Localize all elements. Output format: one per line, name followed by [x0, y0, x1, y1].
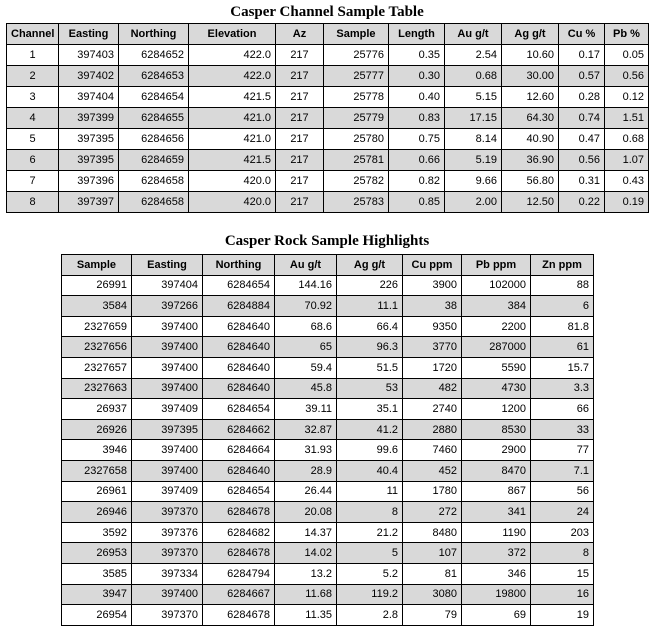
cell-ag-g-t: 99.6	[337, 440, 403, 461]
cell-ag-g-t: 2.8	[337, 605, 403, 626]
cell-easting: 397399	[59, 108, 119, 129]
cell-au-g-t: 70.92	[275, 296, 337, 317]
cell-pb-ppm: 8530	[462, 419, 531, 440]
cell-ag-g-t: 5.2	[337, 563, 403, 584]
cell-length: 0.35	[389, 45, 445, 66]
cell-easting: 397400	[132, 316, 203, 337]
cell-az: 217	[276, 150, 324, 171]
cell-length: 0.40	[389, 87, 445, 108]
cell-elevation: 421.5	[189, 87, 276, 108]
table-row	[62, 337, 594, 358]
column-header-length: Length	[389, 24, 445, 45]
cell-zn-ppm: 61	[531, 337, 594, 358]
cell-northing: 6284654	[203, 399, 275, 420]
rock-table-title: Casper Rock Sample Highlights	[224, 233, 430, 249]
cell-pb-pct: 0.12	[605, 87, 649, 108]
cell-easting: 397397	[59, 192, 119, 213]
cell-easting: 397376	[132, 522, 203, 543]
cell-ag-g-t: 12.50	[502, 192, 559, 213]
cell-pb-ppm: 8470	[462, 460, 531, 481]
cell-ag-g-t: 5	[337, 543, 403, 564]
cell-ag-g-t: 10.60	[502, 45, 559, 66]
cell-pb-ppm: 2900	[462, 440, 531, 461]
channel-table-title: Casper Channel Sample Table	[230, 4, 424, 20]
cell-az: 217	[276, 87, 324, 108]
cell-pb-ppm: 4730	[462, 378, 531, 399]
cell-northing: 6284640	[203, 337, 275, 358]
cell-cu-ppm: 482	[403, 378, 462, 399]
cell-sample: 25777	[324, 66, 389, 87]
cell-northing: 6284682	[203, 522, 275, 543]
cell-cu-pct: 0.31	[559, 171, 605, 192]
cell-au-g-t: 9.66	[445, 171, 502, 192]
cell-az: 217	[276, 192, 324, 213]
cell-cu-ppm: 8480	[403, 522, 462, 543]
cell-cu-pct: 0.17	[559, 45, 605, 66]
cell-elevation: 420.0	[189, 192, 276, 213]
column-header-au-g-t: Au g/t	[445, 24, 502, 45]
cell-au-g-t: 65	[275, 337, 337, 358]
cell-au-g-t: 20.08	[275, 502, 337, 523]
cell-cu-ppm: 79	[403, 605, 462, 626]
cell-sample: 25780	[324, 129, 389, 150]
cell-zn-ppm: 77	[531, 440, 594, 461]
cell-elevation: 422.0	[189, 66, 276, 87]
cell-au-g-t: 32.87	[275, 419, 337, 440]
column-header-elevation: Elevation	[189, 24, 276, 45]
cell-az: 217	[276, 108, 324, 129]
cell-cu-ppm: 107	[403, 543, 462, 564]
cell-northing: 6284654	[203, 481, 275, 502]
cell-elevation: 422.0	[189, 45, 276, 66]
cell-cu-ppm: 3900	[403, 275, 462, 296]
cell-ag-g-t: 96.3	[337, 337, 403, 358]
cell-au-g-t: 17.15	[445, 108, 502, 129]
cell-zn-ppm: 15.7	[531, 357, 594, 378]
cell-ag-g-t: 56.80	[502, 171, 559, 192]
cell-sample: 25778	[324, 87, 389, 108]
cell-au-g-t: 144.16	[275, 275, 337, 296]
cell-length: 0.85	[389, 192, 445, 213]
cell-easting: 397400	[132, 440, 203, 461]
cell-zn-ppm: 6	[531, 296, 594, 317]
cell-easting: 397403	[59, 45, 119, 66]
cell-northing: 6284662	[203, 419, 275, 440]
cell-easting: 397370	[132, 543, 203, 564]
cell-pb-ppm: 867	[462, 481, 531, 502]
cell-au-g-t: 11.68	[275, 584, 337, 605]
cell-northing: 6284664	[203, 440, 275, 461]
column-header-pb-pct: Pb %	[605, 24, 649, 45]
cell-pb-pct: 1.51	[605, 108, 649, 129]
table-row	[7, 192, 649, 213]
cell-sample: 25776	[324, 45, 389, 66]
cell-northing: 6284653	[119, 66, 189, 87]
table-row	[62, 440, 594, 461]
cell-channel: 1	[7, 45, 59, 66]
channel-table-header-row	[7, 24, 649, 45]
cell-pb-ppm: 19800	[462, 584, 531, 605]
cell-channel: 3	[7, 87, 59, 108]
cell-elevation: 421.0	[189, 129, 276, 150]
cell-zn-ppm: 81.8	[531, 316, 594, 337]
cell-pb-pct: 1.07	[605, 150, 649, 171]
cell-zn-ppm: 16	[531, 584, 594, 605]
cell-cu-pct: 0.28	[559, 87, 605, 108]
table-row	[62, 460, 594, 481]
cell-northing: 6284655	[119, 108, 189, 129]
cell-sample: 26953	[62, 543, 132, 564]
table-row	[62, 605, 594, 626]
table-row	[7, 66, 649, 87]
cell-easting: 397400	[132, 584, 203, 605]
cell-zn-ppm: 3.3	[531, 378, 594, 399]
cell-sample: 2327663	[62, 378, 132, 399]
cell-sample: 25783	[324, 192, 389, 213]
cell-pb-ppm: 346	[462, 563, 531, 584]
cell-northing: 6284678	[203, 605, 275, 626]
cell-ag-g-t: 41.2	[337, 419, 403, 440]
cell-easting: 397370	[132, 502, 203, 523]
cell-cu-ppm: 2880	[403, 419, 462, 440]
cell-sample: 25781	[324, 150, 389, 171]
table-row	[62, 481, 594, 502]
table-row	[62, 543, 594, 564]
cell-northing: 6284640	[203, 460, 275, 481]
column-header-au-g-t: Au g/t	[275, 255, 337, 276]
cell-northing: 6284678	[203, 543, 275, 564]
cell-northing: 6284656	[119, 129, 189, 150]
cell-zn-ppm: 66	[531, 399, 594, 420]
cell-length: 0.30	[389, 66, 445, 87]
cell-ag-g-t: 66.4	[337, 316, 403, 337]
table-row	[62, 275, 594, 296]
cell-sample: 3946	[62, 440, 132, 461]
cell-easting: 397266	[132, 296, 203, 317]
cell-northing: 6284640	[203, 378, 275, 399]
cell-az: 217	[276, 171, 324, 192]
cell-sample: 26926	[62, 419, 132, 440]
column-header-sample: Sample	[62, 255, 132, 276]
cell-zn-ppm: 7.1	[531, 460, 594, 481]
cell-sample: 3585	[62, 563, 132, 584]
cell-cu-pct: 0.47	[559, 129, 605, 150]
cell-zn-ppm: 8	[531, 543, 594, 564]
cell-ag-g-t: 11	[337, 481, 403, 502]
cell-ag-g-t: 12.60	[502, 87, 559, 108]
cell-northing: 6284884	[203, 296, 275, 317]
cell-easting: 397395	[59, 129, 119, 150]
cell-ag-g-t: 35.1	[337, 399, 403, 420]
cell-au-g-t: 0.68	[445, 66, 502, 87]
cell-length: 0.66	[389, 150, 445, 171]
cell-zn-ppm: 19	[531, 605, 594, 626]
cell-zn-ppm: 88	[531, 275, 594, 296]
cell-zn-ppm: 15	[531, 563, 594, 584]
table-row	[7, 171, 649, 192]
cell-sample: 25779	[324, 108, 389, 129]
cell-northing: 6284667	[203, 584, 275, 605]
cell-au-g-t: 39.11	[275, 399, 337, 420]
cell-ag-g-t: 51.5	[337, 357, 403, 378]
cell-pb-pct: 0.05	[605, 45, 649, 66]
cell-length: 0.82	[389, 171, 445, 192]
cell-pb-ppm: 1200	[462, 399, 531, 420]
cell-easting: 397400	[132, 460, 203, 481]
cell-pb-pct: 0.56	[605, 66, 649, 87]
cell-au-g-t: 5.15	[445, 87, 502, 108]
cell-northing: 6284658	[119, 171, 189, 192]
column-header-zn-ppm: Zn ppm	[531, 255, 594, 276]
cell-easting: 397404	[132, 275, 203, 296]
column-header-pb-ppm: Pb ppm	[462, 255, 531, 276]
cell-au-g-t: 5.19	[445, 150, 502, 171]
cell-au-g-t: 31.93	[275, 440, 337, 461]
cell-channel: 7	[7, 171, 59, 192]
rock-table-header-row	[62, 255, 594, 276]
cell-zn-ppm: 24	[531, 502, 594, 523]
table-row	[62, 296, 594, 317]
cell-pb-ppm: 384	[462, 296, 531, 317]
cell-zn-ppm: 33	[531, 419, 594, 440]
table-row	[62, 399, 594, 420]
cell-ag-g-t: 226	[337, 275, 403, 296]
cell-pb-ppm: 287000	[462, 337, 531, 358]
table-row	[62, 522, 594, 543]
cell-sample: 2327656	[62, 337, 132, 358]
cell-az: 217	[276, 45, 324, 66]
cell-channel: 5	[7, 129, 59, 150]
cell-northing: 6284658	[119, 192, 189, 213]
cell-az: 217	[276, 66, 324, 87]
cell-channel: 8	[7, 192, 59, 213]
cell-sample: 3947	[62, 584, 132, 605]
cell-elevation: 421.5	[189, 150, 276, 171]
cell-cu-ppm: 38	[403, 296, 462, 317]
cell-sample: 2327659	[62, 316, 132, 337]
cell-northing: 6284652	[119, 45, 189, 66]
table-row	[7, 150, 649, 171]
cell-sample: 2327658	[62, 460, 132, 481]
cell-easting: 397402	[59, 66, 119, 87]
cell-northing: 6284654	[119, 87, 189, 108]
column-header-easting: Easting	[59, 24, 119, 45]
cell-length: 0.83	[389, 108, 445, 129]
cell-ag-g-t: 53	[337, 378, 403, 399]
cell-pb-ppm: 2200	[462, 316, 531, 337]
cell-ag-g-t: 8	[337, 502, 403, 523]
cell-au-g-t: 59.4	[275, 357, 337, 378]
column-header-az: Az	[276, 24, 324, 45]
cell-ag-g-t: 11.1	[337, 296, 403, 317]
cell-ag-g-t: 64.30	[502, 108, 559, 129]
cell-cu-pct: 0.74	[559, 108, 605, 129]
table-row	[62, 419, 594, 440]
cell-northing: 6284654	[203, 275, 275, 296]
cell-zn-ppm: 56	[531, 481, 594, 502]
cell-cu-ppm: 9350	[403, 316, 462, 337]
channel-sample-table	[6, 23, 649, 213]
cell-sample: 3584	[62, 296, 132, 317]
cell-pb-ppm: 341	[462, 502, 531, 523]
cell-au-g-t: 11.35	[275, 605, 337, 626]
cell-northing: 6284794	[203, 563, 275, 584]
column-header-ag-g-t: Ag g/t	[502, 24, 559, 45]
cell-pb-ppm: 69	[462, 605, 531, 626]
column-header-cu-ppm: Cu ppm	[403, 255, 462, 276]
cell-au-g-t: 28.9	[275, 460, 337, 481]
cell-cu-ppm: 272	[403, 502, 462, 523]
table-row	[7, 45, 649, 66]
cell-pb-pct: 0.19	[605, 192, 649, 213]
cell-au-g-t: 13.2	[275, 563, 337, 584]
cell-easting: 397396	[59, 171, 119, 192]
cell-pb-ppm: 5590	[462, 357, 531, 378]
cell-easting: 397400	[132, 378, 203, 399]
cell-pb-pct: 0.43	[605, 171, 649, 192]
cell-channel: 4	[7, 108, 59, 129]
cell-cu-ppm: 452	[403, 460, 462, 481]
cell-au-g-t: 68.6	[275, 316, 337, 337]
column-header-channel: Channel	[7, 24, 59, 45]
cell-sample: 26937	[62, 399, 132, 420]
cell-ag-g-t: 30.00	[502, 66, 559, 87]
cell-au-g-t: 14.37	[275, 522, 337, 543]
cell-length: 0.75	[389, 129, 445, 150]
cell-northing: 6284678	[203, 502, 275, 523]
cell-northing: 6284640	[203, 357, 275, 378]
cell-zn-ppm: 203	[531, 522, 594, 543]
column-header-cu-pct: Cu %	[559, 24, 605, 45]
cell-pb-pct: 0.68	[605, 129, 649, 150]
cell-cu-ppm: 2740	[403, 399, 462, 420]
cell-easting: 397334	[132, 563, 203, 584]
table-row	[7, 129, 649, 150]
column-header-ag-g-t: Ag g/t	[337, 255, 403, 276]
cell-ag-g-t: 40.90	[502, 129, 559, 150]
table-row	[62, 502, 594, 523]
cell-au-g-t: 45.8	[275, 378, 337, 399]
cell-easting: 397395	[132, 419, 203, 440]
column-header-northing: Northing	[119, 24, 189, 45]
cell-au-g-t: 2.54	[445, 45, 502, 66]
cell-easting: 397395	[59, 150, 119, 171]
cell-ag-g-t: 21.2	[337, 522, 403, 543]
cell-cu-ppm: 3080	[403, 584, 462, 605]
table-row	[62, 316, 594, 337]
cell-pb-ppm: 1190	[462, 522, 531, 543]
cell-easting: 397404	[59, 87, 119, 108]
cell-au-g-t: 26.44	[275, 481, 337, 502]
column-header-easting: Easting	[132, 255, 203, 276]
cell-cu-ppm: 7460	[403, 440, 462, 461]
cell-cu-pct: 0.56	[559, 150, 605, 171]
cell-ag-g-t: 40.4	[337, 460, 403, 481]
table-row	[7, 87, 649, 108]
cell-sample: 26954	[62, 605, 132, 626]
cell-sample: 25782	[324, 171, 389, 192]
cell-au-g-t: 2.00	[445, 192, 502, 213]
cell-sample: 3592	[62, 522, 132, 543]
cell-pb-ppm: 102000	[462, 275, 531, 296]
cell-sample: 2327657	[62, 357, 132, 378]
column-header-northing: Northing	[203, 255, 275, 276]
cell-ag-g-t: 36.90	[502, 150, 559, 171]
cell-easting: 397370	[132, 605, 203, 626]
cell-elevation: 421.0	[189, 108, 276, 129]
cell-sample: 26946	[62, 502, 132, 523]
cell-cu-pct: 0.22	[559, 192, 605, 213]
column-header-sample: Sample	[324, 24, 389, 45]
table-row	[62, 378, 594, 399]
cell-cu-ppm: 1720	[403, 357, 462, 378]
cell-easting: 397409	[132, 481, 203, 502]
cell-pb-ppm: 372	[462, 543, 531, 564]
cell-northing: 6284640	[203, 316, 275, 337]
cell-easting: 397409	[132, 399, 203, 420]
cell-az: 217	[276, 129, 324, 150]
table-row	[62, 357, 594, 378]
cell-au-g-t: 14.02	[275, 543, 337, 564]
table-row	[62, 584, 594, 605]
cell-cu-ppm: 1780	[403, 481, 462, 502]
cell-ag-g-t: 119.2	[337, 584, 403, 605]
cell-easting: 397400	[132, 337, 203, 358]
cell-easting: 397400	[132, 357, 203, 378]
cell-au-g-t: 8.14	[445, 129, 502, 150]
rock-sample-table	[61, 254, 594, 626]
cell-channel: 2	[7, 66, 59, 87]
cell-cu-ppm: 3770	[403, 337, 462, 358]
cell-northing: 6284659	[119, 150, 189, 171]
cell-channel: 6	[7, 150, 59, 171]
table-row	[7, 108, 649, 129]
cell-elevation: 420.0	[189, 171, 276, 192]
cell-sample: 26991	[62, 275, 132, 296]
cell-cu-pct: 0.57	[559, 66, 605, 87]
cell-cu-ppm: 81	[403, 563, 462, 584]
cell-sample: 26961	[62, 481, 132, 502]
table-row	[62, 563, 594, 584]
